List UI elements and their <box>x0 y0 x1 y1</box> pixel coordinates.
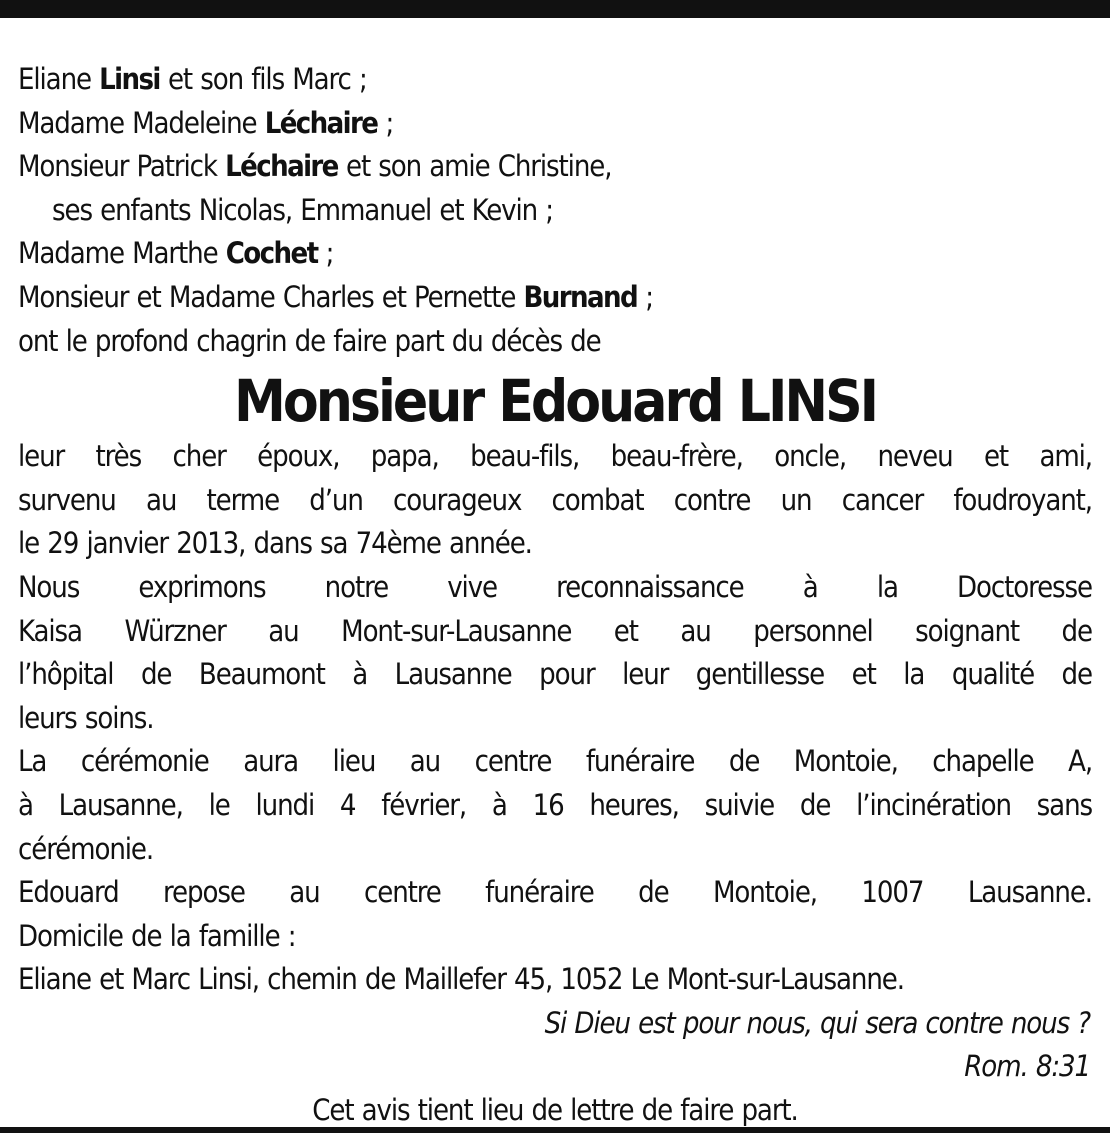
family-line-text: Madame Madeleine <box>18 105 265 140</box>
paragraph-line: Edouard repose au centre funéraire de Montoie, 1007 Lausanne. <box>18 875 1092 910</box>
family-line-text: Monsieur Patrick <box>18 149 226 184</box>
family-line-text: Madame Marthe <box>18 236 226 271</box>
paragraph-line: leurs soins. <box>18 700 154 735</box>
intro-line: ont le profond chagrin de faire part du décès de <box>18 323 601 358</box>
paragraph-address <box>18 871 1092 1002</box>
family-line <box>18 189 1092 233</box>
family-line-text: et son fils Marc ; <box>159 62 367 96</box>
paragraph-line: Nous exprimons notre vive reconnaissance à la Doctoresse <box>18 569 1092 604</box>
notice-body <box>18 58 1092 1133</box>
family-line <box>18 145 1092 189</box>
family-surname: Léchaire <box>225 149 338 184</box>
family-line <box>18 58 1092 102</box>
family-surname: Burnand <box>523 279 638 314</box>
paragraph-line: Domicile de la famille : <box>18 918 296 953</box>
closing-note: Cet avis tient lieu de lettre de faire part. <box>312 1093 798 1128</box>
family-line-text: Monsieur et Madame Charles et Pernette <box>18 279 524 314</box>
paragraph-line: leur très cher époux, papa, beau-fils, beau-frère, oncle, neveu et ami, <box>18 439 1092 474</box>
paragraph-ceremony <box>18 740 1092 871</box>
family-line <box>18 232 1092 276</box>
deceased-name: Monsieur Edouard LINSI <box>233 367 877 436</box>
family-line <box>18 276 1092 320</box>
paragraph-line: à Lausanne, le lundi 4 février, à 16 heures, suivie de l’incinération sans <box>18 787 1092 822</box>
paragraph-tribute <box>18 435 1092 566</box>
family-surname: Léchaire <box>264 105 378 140</box>
bottom-rule <box>0 1127 1110 1133</box>
family-surname: Linsi <box>99 62 160 96</box>
family-line-text: ses enfants Nicolas, Emmanuel et Kevin ; <box>52 192 553 227</box>
paragraph-line: cérémonie. <box>18 831 154 866</box>
family-line-text: ; <box>317 236 334 271</box>
paragraph-line: Eliane et Marc Linsi, chemin de Maillefer 45, 1052 Le Mont-sur-Lausanne. <box>18 962 904 997</box>
family-line-text: ; <box>377 105 394 140</box>
top-rule <box>0 0 1110 18</box>
family-line <box>18 102 1092 146</box>
paragraph-line: survenu au terme d’un courageux combat contre un cancer foudroyant, <box>18 482 1092 517</box>
bible-verse: Si Dieu est pour nous, qui sera contre nous ? <box>544 1005 1090 1040</box>
family-line-text: ; <box>637 279 653 314</box>
paragraph-line: le 29 janvier 2013, dans sa 74ème année. <box>18 526 532 561</box>
family-line-text: Eliane <box>18 62 100 96</box>
family-surname: Cochet <box>225 236 318 271</box>
paragraph-line: l’hôpital de Beaumont à Lausanne pour leur gentillesse et la qualité de <box>18 657 1092 692</box>
family-line-text: et son amie Christine, <box>337 149 612 184</box>
paragraph-line: Kaisa Würzner au Mont-sur-Lausanne et au personnel soignant de <box>18 613 1092 648</box>
paragraph-thanks <box>18 566 1092 740</box>
paragraph-line: La cérémonie aura lieu au centre funéraire de Montoie, chapelle A, <box>18 744 1092 779</box>
bible-verse-reference: Rom. 8:31 <box>964 1049 1090 1084</box>
